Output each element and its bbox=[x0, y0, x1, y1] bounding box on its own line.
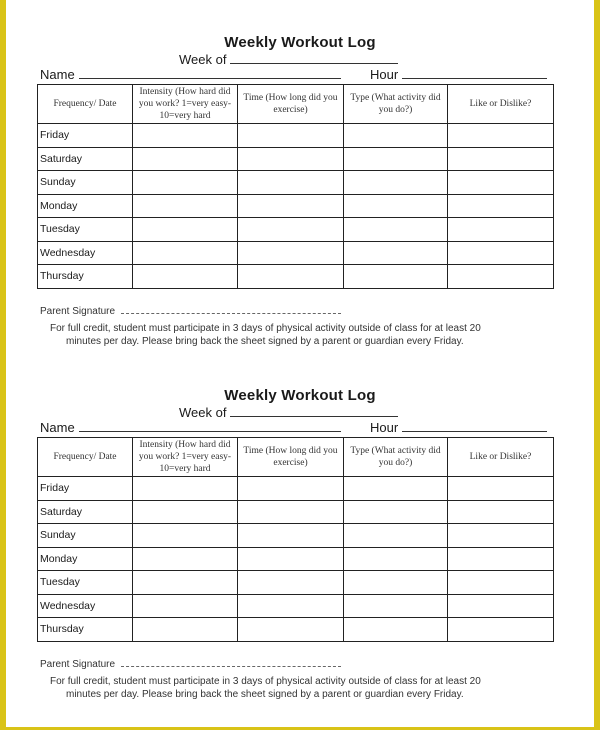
table-row bbox=[38, 571, 554, 595]
header-type: Type (What activity did you do?) bbox=[344, 438, 448, 477]
intensity-cell[interactable] bbox=[133, 265, 238, 289]
credit-instructions bbox=[50, 675, 550, 701]
day-label: Saturday bbox=[38, 500, 133, 524]
like-cell[interactable] bbox=[448, 241, 554, 265]
header-row bbox=[38, 438, 554, 477]
parent-signature-label: Parent Signature bbox=[40, 659, 116, 670]
hour-label: Hour bbox=[370, 420, 399, 435]
day-label: Friday bbox=[38, 477, 133, 501]
header-like-dislike: Like or Dislike? bbox=[448, 438, 554, 477]
parent-signature-line[interactable] bbox=[121, 305, 341, 314]
header-frequency-date: Frequency/ Date bbox=[38, 438, 133, 477]
intensity-cell[interactable] bbox=[133, 241, 238, 265]
time-cell[interactable] bbox=[238, 594, 344, 618]
time-cell[interactable] bbox=[238, 524, 344, 548]
header-type: Type (What activity did you do?) bbox=[344, 85, 448, 124]
time-cell[interactable] bbox=[238, 265, 344, 289]
time-cell[interactable] bbox=[238, 147, 344, 171]
like-cell[interactable] bbox=[448, 477, 554, 501]
type-cell[interactable] bbox=[344, 194, 448, 218]
name-line[interactable] bbox=[79, 420, 341, 432]
intensity-cell[interactable] bbox=[133, 594, 238, 618]
hour-line[interactable] bbox=[402, 420, 547, 432]
name-line[interactable] bbox=[79, 67, 341, 79]
hour-line[interactable] bbox=[402, 67, 547, 79]
hour-field bbox=[370, 420, 547, 435]
time-cell[interactable] bbox=[238, 477, 344, 501]
type-cell[interactable] bbox=[344, 241, 448, 265]
intensity-cell[interactable] bbox=[133, 547, 238, 571]
week-of-field bbox=[179, 405, 398, 420]
table-row bbox=[38, 147, 554, 171]
type-cell[interactable] bbox=[344, 265, 448, 289]
type-cell[interactable] bbox=[344, 524, 448, 548]
table-row bbox=[38, 547, 554, 571]
table-row bbox=[38, 124, 554, 148]
hour-field bbox=[370, 67, 547, 82]
intensity-cell[interactable] bbox=[133, 618, 238, 642]
day-label: Sunday bbox=[38, 524, 133, 548]
intensity-cell[interactable] bbox=[133, 571, 238, 595]
time-cell[interactable] bbox=[238, 547, 344, 571]
type-cell[interactable] bbox=[344, 571, 448, 595]
table-row bbox=[38, 171, 554, 195]
name-field bbox=[40, 67, 341, 82]
day-label: Monday bbox=[38, 547, 133, 571]
credit-line-1: For full credit, student must participate in 3 days of physical activity outside of class for at least 20 bbox=[50, 676, 481, 687]
intensity-cell[interactable] bbox=[133, 171, 238, 195]
header-like-dislike: Like or Dislike? bbox=[448, 85, 554, 124]
intensity-cell[interactable] bbox=[133, 194, 238, 218]
hour-label: Hour bbox=[370, 67, 399, 82]
table-row bbox=[38, 477, 554, 501]
like-cell[interactable] bbox=[448, 547, 554, 571]
time-cell[interactable] bbox=[238, 618, 344, 642]
intensity-cell[interactable] bbox=[133, 147, 238, 171]
header-time: Time (How long did you exercise) bbox=[238, 438, 344, 477]
intensity-cell[interactable] bbox=[133, 477, 238, 501]
day-label: Friday bbox=[38, 124, 133, 148]
credit-line-2: minutes per day. Please bring back the sheet signed by a parent or guardian every Friday. bbox=[66, 336, 464, 347]
time-cell[interactable] bbox=[238, 124, 344, 148]
header-time: Time (How long did you exercise) bbox=[238, 85, 344, 124]
type-cell[interactable] bbox=[344, 147, 448, 171]
like-cell[interactable] bbox=[448, 265, 554, 289]
intensity-cell[interactable] bbox=[133, 124, 238, 148]
day-label: Monday bbox=[38, 194, 133, 218]
day-label: Sunday bbox=[38, 171, 133, 195]
parent-signature-field bbox=[40, 658, 341, 670]
intensity-cell[interactable] bbox=[133, 500, 238, 524]
time-cell[interactable] bbox=[238, 571, 344, 595]
name-field bbox=[40, 420, 341, 435]
day-label: Tuesday bbox=[38, 218, 133, 242]
like-cell[interactable] bbox=[448, 124, 554, 148]
day-label: Tuesday bbox=[38, 571, 133, 595]
week-of-line[interactable] bbox=[230, 405, 398, 417]
type-cell[interactable] bbox=[344, 547, 448, 571]
time-cell[interactable] bbox=[238, 194, 344, 218]
type-cell[interactable] bbox=[344, 124, 448, 148]
header-intensity: Intensity (How hard did you work? 1=very easy-10=very hard bbox=[133, 85, 238, 124]
like-cell[interactable] bbox=[448, 594, 554, 618]
day-label: Thursday bbox=[38, 265, 133, 289]
log-title: Weekly Workout Log bbox=[224, 34, 376, 51]
like-cell[interactable] bbox=[448, 500, 554, 524]
table-row bbox=[38, 265, 554, 289]
header-frequency-date: Frequency/ Date bbox=[38, 85, 133, 124]
type-cell[interactable] bbox=[344, 618, 448, 642]
credit-line-1: For full credit, student must participate in 3 days of physical activity outside of class for at least 20 bbox=[50, 323, 481, 334]
table-row bbox=[38, 500, 554, 524]
like-cell[interactable] bbox=[448, 194, 554, 218]
like-cell[interactable] bbox=[448, 171, 554, 195]
like-cell[interactable] bbox=[448, 571, 554, 595]
day-label: Wednesday bbox=[38, 594, 133, 618]
intensity-cell[interactable] bbox=[133, 524, 238, 548]
table-row bbox=[38, 524, 554, 548]
intensity-cell[interactable] bbox=[133, 218, 238, 242]
parent-signature-field bbox=[40, 305, 341, 317]
time-cell[interactable] bbox=[238, 171, 344, 195]
like-cell[interactable] bbox=[448, 218, 554, 242]
workout-table bbox=[37, 84, 554, 289]
name-label: Name bbox=[40, 420, 75, 435]
time-cell[interactable] bbox=[238, 218, 344, 242]
header-row bbox=[38, 85, 554, 124]
time-cell[interactable] bbox=[238, 241, 344, 265]
type-cell[interactable] bbox=[344, 218, 448, 242]
week-of-label: Week of bbox=[179, 405, 227, 420]
week-of-line[interactable] bbox=[230, 52, 398, 64]
type-cell[interactable] bbox=[344, 594, 448, 618]
type-cell[interactable] bbox=[344, 171, 448, 195]
table-row bbox=[38, 194, 554, 218]
parent-signature-label: Parent Signature bbox=[40, 306, 116, 317]
type-cell[interactable] bbox=[344, 500, 448, 524]
credit-instructions bbox=[50, 322, 550, 348]
table-row bbox=[38, 241, 554, 265]
like-cell[interactable] bbox=[448, 147, 554, 171]
day-label: Wednesday bbox=[38, 241, 133, 265]
workout-table bbox=[37, 437, 554, 642]
like-cell[interactable] bbox=[448, 618, 554, 642]
parent-signature-line[interactable] bbox=[121, 658, 341, 667]
name-label: Name bbox=[40, 67, 75, 82]
log-title: Weekly Workout Log bbox=[224, 387, 376, 404]
type-cell[interactable] bbox=[344, 477, 448, 501]
week-of-label: Week of bbox=[179, 52, 227, 67]
table-row bbox=[38, 594, 554, 618]
week-of-field bbox=[179, 52, 398, 67]
credit-line-2: minutes per day. Please bring back the sheet signed by a parent or guardian every Friday. bbox=[66, 689, 464, 700]
table-row bbox=[38, 218, 554, 242]
table-row bbox=[38, 618, 554, 642]
header-intensity: Intensity (How hard did you work? 1=very easy-10=very hard bbox=[133, 438, 238, 477]
like-cell[interactable] bbox=[448, 524, 554, 548]
day-label: Saturday bbox=[38, 147, 133, 171]
time-cell[interactable] bbox=[238, 500, 344, 524]
day-label: Thursday bbox=[38, 618, 133, 642]
